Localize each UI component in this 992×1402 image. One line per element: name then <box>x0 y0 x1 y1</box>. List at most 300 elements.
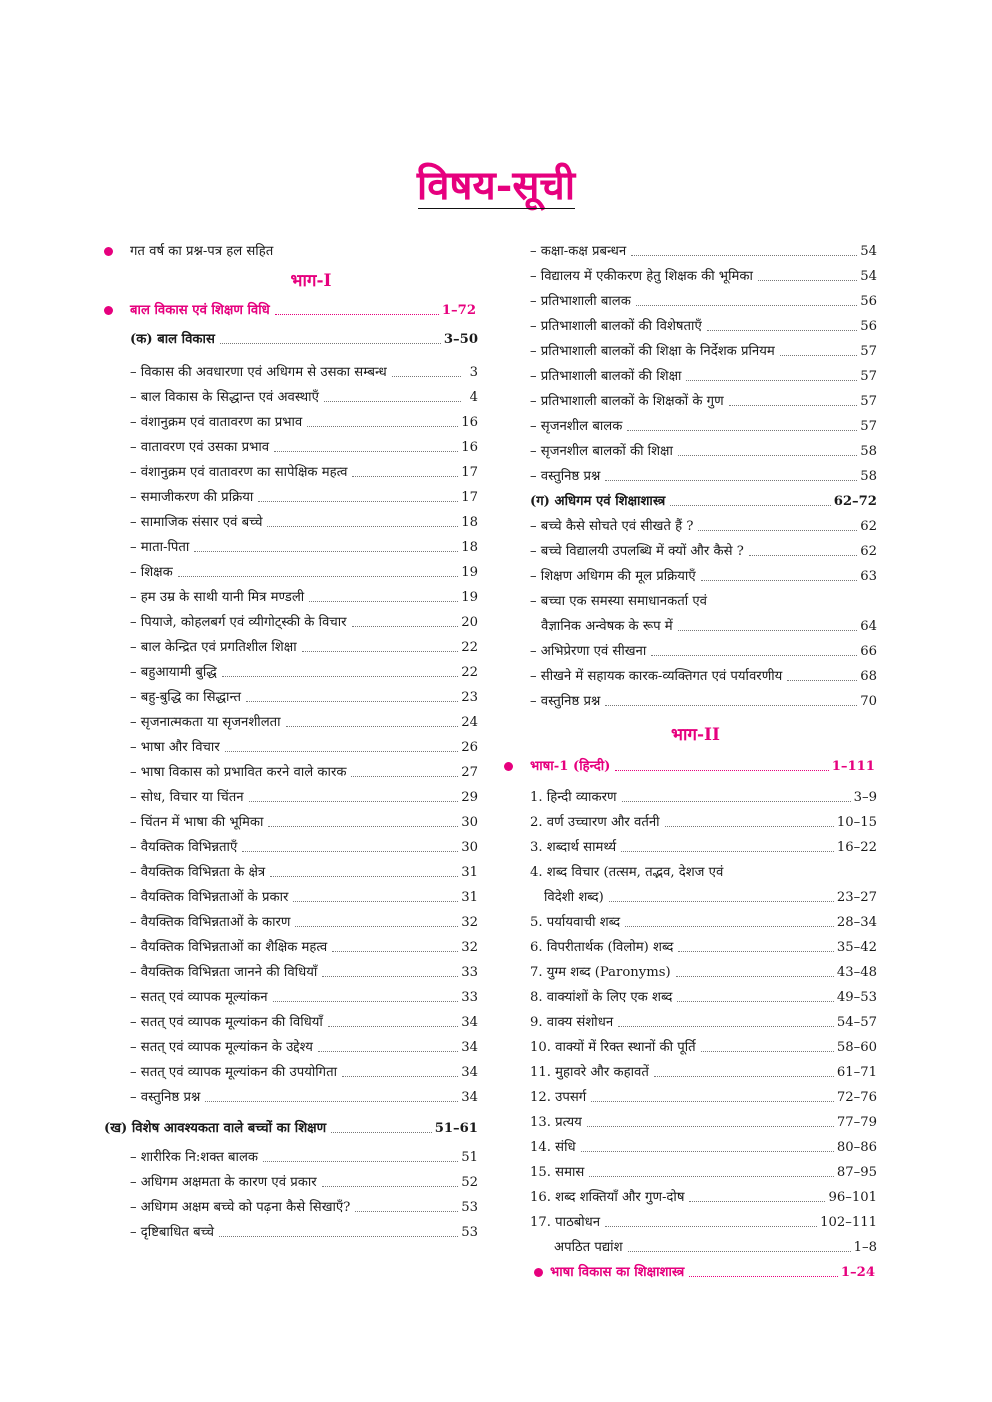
part-heading: भाग-I <box>290 271 332 291</box>
toc-entry[interactable] <box>104 357 478 382</box>
entry-title: 7. युग्म शब्द (Paronyms) <box>530 965 671 980</box>
entry-title: 17. पाठबोधन <box>530 1215 601 1230</box>
bullet-icon <box>534 1268 543 1277</box>
dot-leader <box>605 705 857 706</box>
entry-title: 5. पर्यायवाची शब्द <box>530 915 621 930</box>
toc-entry[interactable] <box>504 261 877 286</box>
entry-title: विदेशी शब्द) <box>544 890 604 905</box>
entry-title: 16. शब्द शक्तियाँ और गुण-दोष <box>530 1190 685 1205</box>
toc-entry[interactable] <box>504 1057 877 1082</box>
toc-entry[interactable] <box>504 436 877 461</box>
dot-leader <box>309 601 458 602</box>
toc-entry[interactable] <box>504 311 877 336</box>
dot-leader <box>689 1276 838 1277</box>
entry-page: 29 <box>461 790 478 805</box>
toc-entry[interactable] <box>504 957 877 982</box>
entry-title: – अभिप्रेरणा एवं सीखना <box>530 644 647 659</box>
dot-leader <box>205 1101 458 1102</box>
dot-leader <box>222 676 458 677</box>
dot-leader <box>780 355 857 356</box>
dot-leader <box>651 655 857 656</box>
entry-page: 1–72 <box>441 303 476 318</box>
toc-entry[interactable] <box>504 1232 877 1257</box>
entry-page: 10–15 <box>836 815 877 830</box>
toc-entry[interactable] <box>504 236 877 261</box>
entry-title: – वंशानुक्रम एवं वातावरण का प्रभाव <box>130 415 303 430</box>
dot-leader <box>605 480 857 481</box>
entry-page: 57 <box>860 369 877 384</box>
entry-page: 24 <box>461 715 478 730</box>
entry-page: 34 <box>461 1040 478 1055</box>
entry-title: – बच्चे विद्यालयी उपलब्धि में क्यों और कैसे ? <box>530 544 744 559</box>
entry-page: 19 <box>461 565 478 580</box>
dot-leader <box>352 626 459 627</box>
entry-title: (क) बाल विकास <box>130 332 215 347</box>
toc-entry[interactable] <box>104 932 478 957</box>
dot-leader <box>219 1236 458 1237</box>
entry-title: – वस्तुनिष्ठ प्रश्न <box>530 469 601 484</box>
toc-entry[interactable] <box>504 686 877 711</box>
entry-title: – चिंतन में भाषा की भूमिका <box>130 815 264 830</box>
toc-entry[interactable] <box>504 982 877 1007</box>
entry-page: 1–24 <box>840 1265 875 1280</box>
toc-entry[interactable] <box>104 882 478 907</box>
dot-leader <box>689 1201 825 1202</box>
dot-leader <box>318 1051 458 1052</box>
dot-leader <box>302 651 459 652</box>
entry-page: 54 <box>860 269 877 284</box>
entry-page: 33 <box>461 990 478 1005</box>
entry-title: (ग) अधिगम एवं शिक्षाशास्त्र <box>530 494 666 509</box>
entry-page: 33 <box>461 965 478 980</box>
entry-page: 18 <box>461 540 478 555</box>
entry-title: – प्रतिभाशाली बालकों की शिक्षा के निर्देशक प्रनियम <box>530 344 775 359</box>
entry-title: – बाल केन्द्रित एवं प्रगतिशील शिक्षा <box>130 640 297 655</box>
entry-title: – विद्यालय में एकीकरण हेतु शिक्षक की भूमिका <box>530 269 753 284</box>
title-underline <box>418 208 575 209</box>
part-heading: भाग-II <box>671 725 720 745</box>
dot-leader <box>178 576 458 577</box>
dot-leader <box>615 770 828 771</box>
toc-entry[interactable] <box>504 511 877 536</box>
toc-entry[interactable] <box>104 982 478 1007</box>
entry-title: वैज्ञानिक अन्वेषक के रूप में <box>541 619 673 634</box>
entry-title: भाषा-1 (हिन्दी) <box>530 759 611 774</box>
entry-title: – वैयक्तिक विभिन्नताओं के कारण <box>130 915 291 930</box>
entry-title: – सृजनात्मकता या सृजनशीलता <box>130 715 281 730</box>
entry-page: 22 <box>461 665 478 680</box>
entry-title: 8. वाक्यांशों के लिए एक शब्द <box>530 990 673 1005</box>
toc-entry[interactable] <box>504 932 877 957</box>
entry-title: – शारीरिक नि:शक्त बालक <box>130 1150 259 1165</box>
dot-leader <box>328 1026 458 1027</box>
toc-list <box>504 907 877 1232</box>
left-column <box>104 236 478 1242</box>
entry-title: – माता-पिता <box>130 540 190 555</box>
toc-entry[interactable] <box>504 361 877 386</box>
entry-title: – वैयक्तिक विभिन्नताओं का शैक्षिक महत्व <box>130 940 328 955</box>
toc-entry[interactable] <box>104 707 478 732</box>
toc-entry[interactable] <box>504 832 877 857</box>
entry-title: – प्रतिभाशाली बालकों के शिक्षकों के गुण <box>530 394 724 409</box>
entry-title: बाल विकास एवं शिक्षण विधि <box>130 303 270 318</box>
subsection-entry[interactable] <box>104 1113 478 1138</box>
entry-title: 10. वाक्यों में रिक्त स्थानों की पूर्ति <box>530 1040 696 1055</box>
toc-list <box>504 511 877 586</box>
toc-entry[interactable] <box>104 1082 478 1107</box>
dot-leader <box>707 330 857 331</box>
dot-leader <box>622 801 851 802</box>
entry-page: 64 <box>860 619 877 634</box>
entry-title: – सीखने में सहायक कारक-व्यक्तिगत एवं पर्यावरणीय <box>530 669 783 684</box>
entry-page: 62–72 <box>833 494 877 509</box>
entry-title: अपठित पद्यांश <box>554 1240 623 1255</box>
dot-leader <box>729 405 858 406</box>
toc-entry[interactable] <box>504 782 877 807</box>
entry-title: – प्रतिभाशाली बालकों की विशेषताएँ <box>530 319 702 334</box>
dot-leader <box>621 851 834 852</box>
entry-page: 63 <box>860 569 877 584</box>
toc-entry-continued[interactable] <box>504 882 877 907</box>
toc-entry[interactable] <box>504 336 877 361</box>
entry-page: 35–42 <box>836 940 877 955</box>
dot-leader <box>242 851 458 852</box>
entry-title: 14. संधि <box>530 1140 576 1155</box>
entry-title: – बच्चा एक समस्या समाधानकर्ता एवं <box>530 594 708 609</box>
bullet-icon <box>104 247 113 256</box>
entry-page: 57 <box>860 394 877 409</box>
section-entry[interactable] <box>504 1257 877 1282</box>
entry-page: 3 <box>469 365 478 380</box>
entry-title: – सृजनशील बालकों की शिक्षा <box>530 444 673 459</box>
bullet-icon <box>104 306 113 315</box>
entry-page: 70 <box>860 694 877 709</box>
entry-page: 17 <box>461 490 478 505</box>
dot-leader <box>324 401 461 402</box>
toc-entry[interactable] <box>104 957 478 982</box>
entry-title: 13. प्रत्यय <box>530 1115 582 1130</box>
entry-page: 54–57 <box>836 1015 877 1030</box>
dot-leader <box>636 305 857 306</box>
entry-page: 96–101 <box>828 1190 877 1205</box>
dot-leader <box>677 1001 833 1002</box>
entry-page: 32 <box>461 940 478 955</box>
entry-page: 22 <box>461 640 478 655</box>
toc-entry[interactable] <box>504 1032 877 1057</box>
entry-title: – सतत् एवं व्यापक मूल्यांकन की विधियाँ <box>130 1015 323 1030</box>
dot-leader <box>263 1161 458 1162</box>
dot-leader <box>618 1026 834 1027</box>
toc-entry[interactable] <box>504 1207 877 1232</box>
toc-entry[interactable] <box>104 1142 478 1167</box>
entry-title: – वस्तुनिष्ठ प्रश्न <box>530 694 601 709</box>
entry-page: 30 <box>461 815 478 830</box>
dot-leader <box>270 876 458 877</box>
entry-title: – सतत् एवं व्यापक मूल्यांकन के उद्देश्य <box>130 1040 313 1055</box>
entry-page: 72–76 <box>836 1090 877 1105</box>
toc-entry[interactable] <box>504 1132 877 1157</box>
dot-leader <box>194 551 458 552</box>
entry-title: – वस्तुनिष्ठ प्रश्न <box>130 1090 201 1105</box>
entry-title: – वैयक्तिक विभिन्नताएँ <box>130 840 238 855</box>
entry-page: 53 <box>461 1200 478 1215</box>
dot-leader <box>609 901 834 902</box>
dot-leader <box>701 1051 834 1052</box>
dot-leader <box>678 455 857 456</box>
entry-title: – बच्चे कैसे सोचते एवं सीखते हैं ? <box>530 519 694 534</box>
toc-entry[interactable] <box>504 561 877 586</box>
entry-page: 62 <box>860 544 877 559</box>
toc-entry[interactable] <box>104 1007 478 1032</box>
entry-title: 15. समास <box>530 1165 585 1180</box>
toc-entry[interactable] <box>104 1192 478 1217</box>
entry-page: 77–79 <box>836 1115 877 1130</box>
dot-leader <box>670 505 830 506</box>
dot-leader <box>591 1101 834 1102</box>
entry-title: – अधिगम अक्षम बच्चे को पढ़ना कैसे सिखाएँ? <box>130 1200 351 1215</box>
entry-title: भाषा विकास का शिक्षाशास्त्र <box>550 1265 685 1280</box>
toc-entry[interactable] <box>104 532 478 557</box>
dot-leader <box>225 751 459 752</box>
dot-leader <box>355 1211 458 1212</box>
dot-leader <box>678 951 834 952</box>
toc-list <box>104 1142 478 1242</box>
toc-entry[interactable] <box>104 582 478 607</box>
entry-page: 61–71 <box>836 1065 877 1080</box>
dot-leader <box>274 451 458 452</box>
entry-page: 43–48 <box>836 965 877 980</box>
entry-page: 80–86 <box>836 1140 877 1155</box>
toc-entry[interactable] <box>104 807 478 832</box>
entry-page: 66 <box>860 644 877 659</box>
entry-page: 30 <box>461 840 478 855</box>
entry-page: 23–27 <box>836 890 877 905</box>
dot-leader <box>352 476 458 477</box>
toc-entry[interactable] <box>104 557 478 582</box>
toc-entry[interactable] <box>504 636 877 661</box>
toc-entry[interactable] <box>104 832 478 857</box>
entry-page: 57 <box>860 419 877 434</box>
dot-leader <box>267 526 458 527</box>
toc-entry[interactable] <box>504 1182 877 1207</box>
page-title: विषय-सूची <box>416 162 576 209</box>
dot-leader <box>701 580 858 581</box>
entry-page: 3–50 <box>443 332 478 347</box>
entry-page: 51 <box>461 1150 478 1165</box>
dot-leader <box>351 776 458 777</box>
section-entry[interactable] <box>104 295 478 320</box>
entry-page: 31 <box>461 865 478 880</box>
entry-title: – सोध, विचार या चिंतन <box>130 790 244 805</box>
dot-leader <box>249 801 459 802</box>
dot-leader <box>605 1226 817 1227</box>
toc-entry[interactable] <box>104 457 478 482</box>
toc-entry[interactable] <box>104 1032 478 1057</box>
toc-entry[interactable] <box>504 857 877 882</box>
entry-page: 51–61 <box>434 1121 478 1136</box>
dot-leader <box>307 426 458 427</box>
entry-page: 56 <box>860 294 877 309</box>
entry-page: 87–95 <box>836 1165 877 1180</box>
entry-title: 12. उपसर्ग <box>530 1090 587 1105</box>
dot-leader <box>332 951 458 952</box>
toc-entry[interactable] <box>104 632 478 657</box>
toc-entry[interactable] <box>504 411 877 436</box>
entry-page: 23 <box>461 690 478 705</box>
subsection-entry[interactable] <box>104 324 478 349</box>
entry-title: 4. शब्द विचार (तत्सम, तद्भव, देशज एवं <box>530 865 724 880</box>
toc-entry[interactable] <box>504 807 877 832</box>
toc-list <box>104 357 478 1107</box>
dot-leader <box>268 826 458 827</box>
toc-entry[interactable] <box>104 1057 478 1082</box>
entry-page: 58 <box>860 444 877 459</box>
entry-page: 1–111 <box>831 759 875 774</box>
dot-leader <box>295 926 458 927</box>
toc-entry[interactable] <box>504 586 877 611</box>
toc-entry[interactable] <box>104 432 478 457</box>
toc-entry-continued[interactable] <box>504 611 877 636</box>
entry-page: 34 <box>461 1065 478 1080</box>
subsection-entry[interactable] <box>504 486 877 511</box>
toc-entry[interactable] <box>104 382 478 407</box>
entry-title: – भाषा और विचार <box>130 740 220 755</box>
entry-page: 102–111 <box>820 1215 877 1230</box>
toc-entry[interactable] <box>504 1157 877 1182</box>
entry-title: – बाल विकास के सिद्धान्त एवं अवस्थाएँ <box>130 390 319 405</box>
toc-entry[interactable] <box>104 607 478 632</box>
toc-entry[interactable] <box>104 407 478 432</box>
dot-leader <box>581 1151 834 1152</box>
intro-entry[interactable] <box>104 236 478 261</box>
toc-entry[interactable] <box>104 482 478 507</box>
toc-entry[interactable] <box>104 757 478 782</box>
entry-page: 16–22 <box>836 840 877 855</box>
entry-title: – अधिगम अक्षमता के कारण एवं प्रकार <box>130 1175 317 1190</box>
entry-page: 3–9 <box>853 790 877 805</box>
toc-list <box>504 636 877 711</box>
section-entry[interactable] <box>504 751 877 776</box>
toc-entry[interactable] <box>504 661 877 686</box>
dot-leader <box>587 1126 834 1127</box>
toc-entry[interactable] <box>104 907 478 932</box>
toc-entry[interactable] <box>504 536 877 561</box>
entry-title: – प्रतिभाशाली बालकों की शिक्षा <box>530 369 682 384</box>
dot-leader <box>749 555 857 556</box>
entry-page: 19 <box>461 590 478 605</box>
entry-title: 11. मुहावरे और कहावतें <box>530 1065 649 1080</box>
toc-entry[interactable] <box>504 461 877 486</box>
entry-page: 56 <box>860 319 877 334</box>
entry-title: (ख) विशेष आवश्यकता वाले बच्चों का शिक्षण <box>104 1121 327 1136</box>
dot-leader <box>678 630 858 631</box>
entry-page: 18 <box>461 515 478 530</box>
toc-entry[interactable] <box>104 732 478 757</box>
entry-title: – वातावरण एवं उसका प्रभाव <box>130 440 270 455</box>
entry-page: 17 <box>461 465 478 480</box>
entry-page: 54 <box>860 244 877 259</box>
toc-entry[interactable] <box>104 682 478 707</box>
toc-entry[interactable] <box>504 386 877 411</box>
bullet-icon <box>504 762 513 771</box>
entry-page: 20 <box>461 615 478 630</box>
entry-page: 4 <box>469 390 478 405</box>
entry-page: 28–34 <box>836 915 877 930</box>
entry-page: 1–8 <box>853 1240 877 1255</box>
toc-entry[interactable] <box>104 782 478 807</box>
toc-entry[interactable] <box>104 1217 478 1242</box>
dot-leader <box>273 1001 459 1002</box>
entry-title: – वंशानुक्रम एवं वातावरण का सापेक्षिक महत्व <box>130 465 348 480</box>
entry-page: 26 <box>461 740 478 755</box>
entry-page: 32 <box>461 915 478 930</box>
entry-title: – प्रतिभाशाली बालक <box>530 294 631 309</box>
entry-title: – सामाजिक संसार एवं बच्चे <box>130 515 263 530</box>
entry-title: – सतत् एवं व्यापक मूल्यांकन <box>130 990 268 1005</box>
dot-leader <box>331 1132 432 1133</box>
toc-entry[interactable] <box>104 1167 478 1192</box>
toc-entry[interactable] <box>504 286 877 311</box>
toc-list <box>504 236 877 486</box>
entry-page: 34 <box>461 1015 478 1030</box>
toc-entry[interactable] <box>504 1107 877 1132</box>
dot-leader <box>322 976 458 977</box>
toc-list <box>504 782 877 857</box>
dot-leader <box>589 1176 834 1177</box>
entry-page: 49–53 <box>836 990 877 1005</box>
dot-leader <box>342 1076 458 1077</box>
dot-leader <box>275 314 439 315</box>
entry-title: – विकास की अवधारणा एवं अधिगम से उसका सम्बन्ध <box>130 365 387 380</box>
entry-title: – शिक्षण अधिगम की मूल प्रक्रियाएँ <box>530 569 696 584</box>
dot-leader <box>758 280 857 281</box>
entry-page: 53 <box>461 1225 478 1240</box>
entry-title: 2. वर्ण उच्चारण और वर्तनी <box>530 815 660 830</box>
entry-title: 3. शब्दार्थ सामर्थ्य <box>530 840 617 855</box>
toc-entry[interactable] <box>504 1007 877 1032</box>
entry-title: – पियाजे, कोहलबर्ग एवं व्यीगोट्स्की के विचार <box>130 615 347 630</box>
entry-title: – वैयक्तिक विभिन्नता जानने की विधियाँ <box>130 965 318 980</box>
dot-leader <box>322 1186 459 1187</box>
dot-leader <box>625 926 834 927</box>
entry-page: 57 <box>860 344 877 359</box>
toc-entry[interactable] <box>504 907 877 932</box>
dot-leader <box>698 530 857 531</box>
entry-page: 68 <box>860 669 877 684</box>
toc-entry[interactable] <box>104 507 478 532</box>
entry-title: – सृजनशील बालक <box>530 419 623 434</box>
dot-leader <box>286 726 459 727</box>
entry-title: – कक्षा-कक्ष प्रबन्धन <box>530 244 627 259</box>
entry-page: 16 <box>461 415 478 430</box>
entry-title: – दृष्टिबाधित बच्चे <box>130 1225 214 1240</box>
toc-entry[interactable] <box>504 1082 877 1107</box>
dot-leader <box>293 901 458 902</box>
entry-page: 34 <box>461 1090 478 1105</box>
dot-leader <box>258 501 458 502</box>
dot-leader <box>787 680 857 681</box>
dot-leader <box>686 380 857 381</box>
entry-title: – शिक्षक <box>130 565 173 580</box>
entry-page: 58–60 <box>836 1040 877 1055</box>
entry-page: 58 <box>860 469 877 484</box>
toc-entry[interactable] <box>104 657 478 682</box>
entry-title: – वैयक्तिक विभिन्नताओं के प्रकार <box>130 890 289 905</box>
toc-entry[interactable] <box>104 857 478 882</box>
dot-leader <box>220 343 441 344</box>
entry-title: – हम उम्र के साथी यानी मित्र मण्डली <box>130 590 305 605</box>
dot-leader <box>654 1076 834 1077</box>
